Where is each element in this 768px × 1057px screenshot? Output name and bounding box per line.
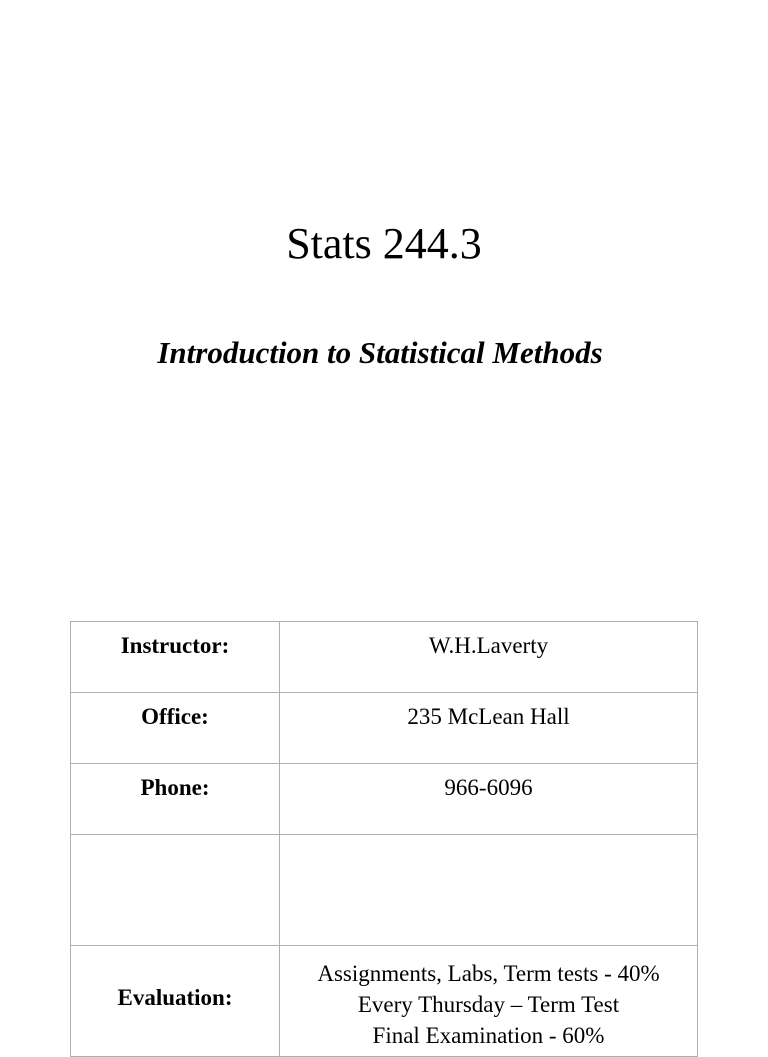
evaluation-line: Every Thursday – Term Test [357,992,620,1017]
course-info-table [70,621,698,1057]
office-label-cell [71,693,280,764]
table-row-phone [71,764,698,835]
table-row-blank [71,835,698,946]
evaluation-label-cell [71,946,280,1057]
instructor-label-cell [71,622,280,693]
phone-label: Phone: [140,775,210,800]
office-value: 235 McLean Hall [407,704,570,729]
table-row-instructor [71,622,698,693]
table-row-office [71,693,698,764]
phone-label-cell [71,764,280,835]
evaluation-value-cell [280,946,698,1057]
instructor-value-cell [280,622,698,693]
blank-value-cell [280,835,698,946]
phone-value: 966-6096 [444,775,533,800]
blank-label [71,835,279,843]
blank-value [280,835,697,843]
office-value-cell [280,693,698,764]
table-row-evaluation [71,946,698,1057]
evaluation-line: Final Examination - 60% [372,1023,605,1048]
evaluation-label: Evaluation: [117,984,233,1010]
instructor-label: Instructor: [120,633,230,658]
evaluation-value [280,946,697,1051]
blank-label-cell [71,835,280,946]
instructor-value: W.H.Laverty [428,633,549,658]
document-title: Stats 244.3 [286,219,482,268]
office-label: Office: [141,704,209,729]
phone-value-cell [280,764,698,835]
document-subtitle: Introduction to Statistical Methods [157,335,603,370]
evaluation-line: Assignments, Labs, Term tests - 40% [317,961,660,986]
